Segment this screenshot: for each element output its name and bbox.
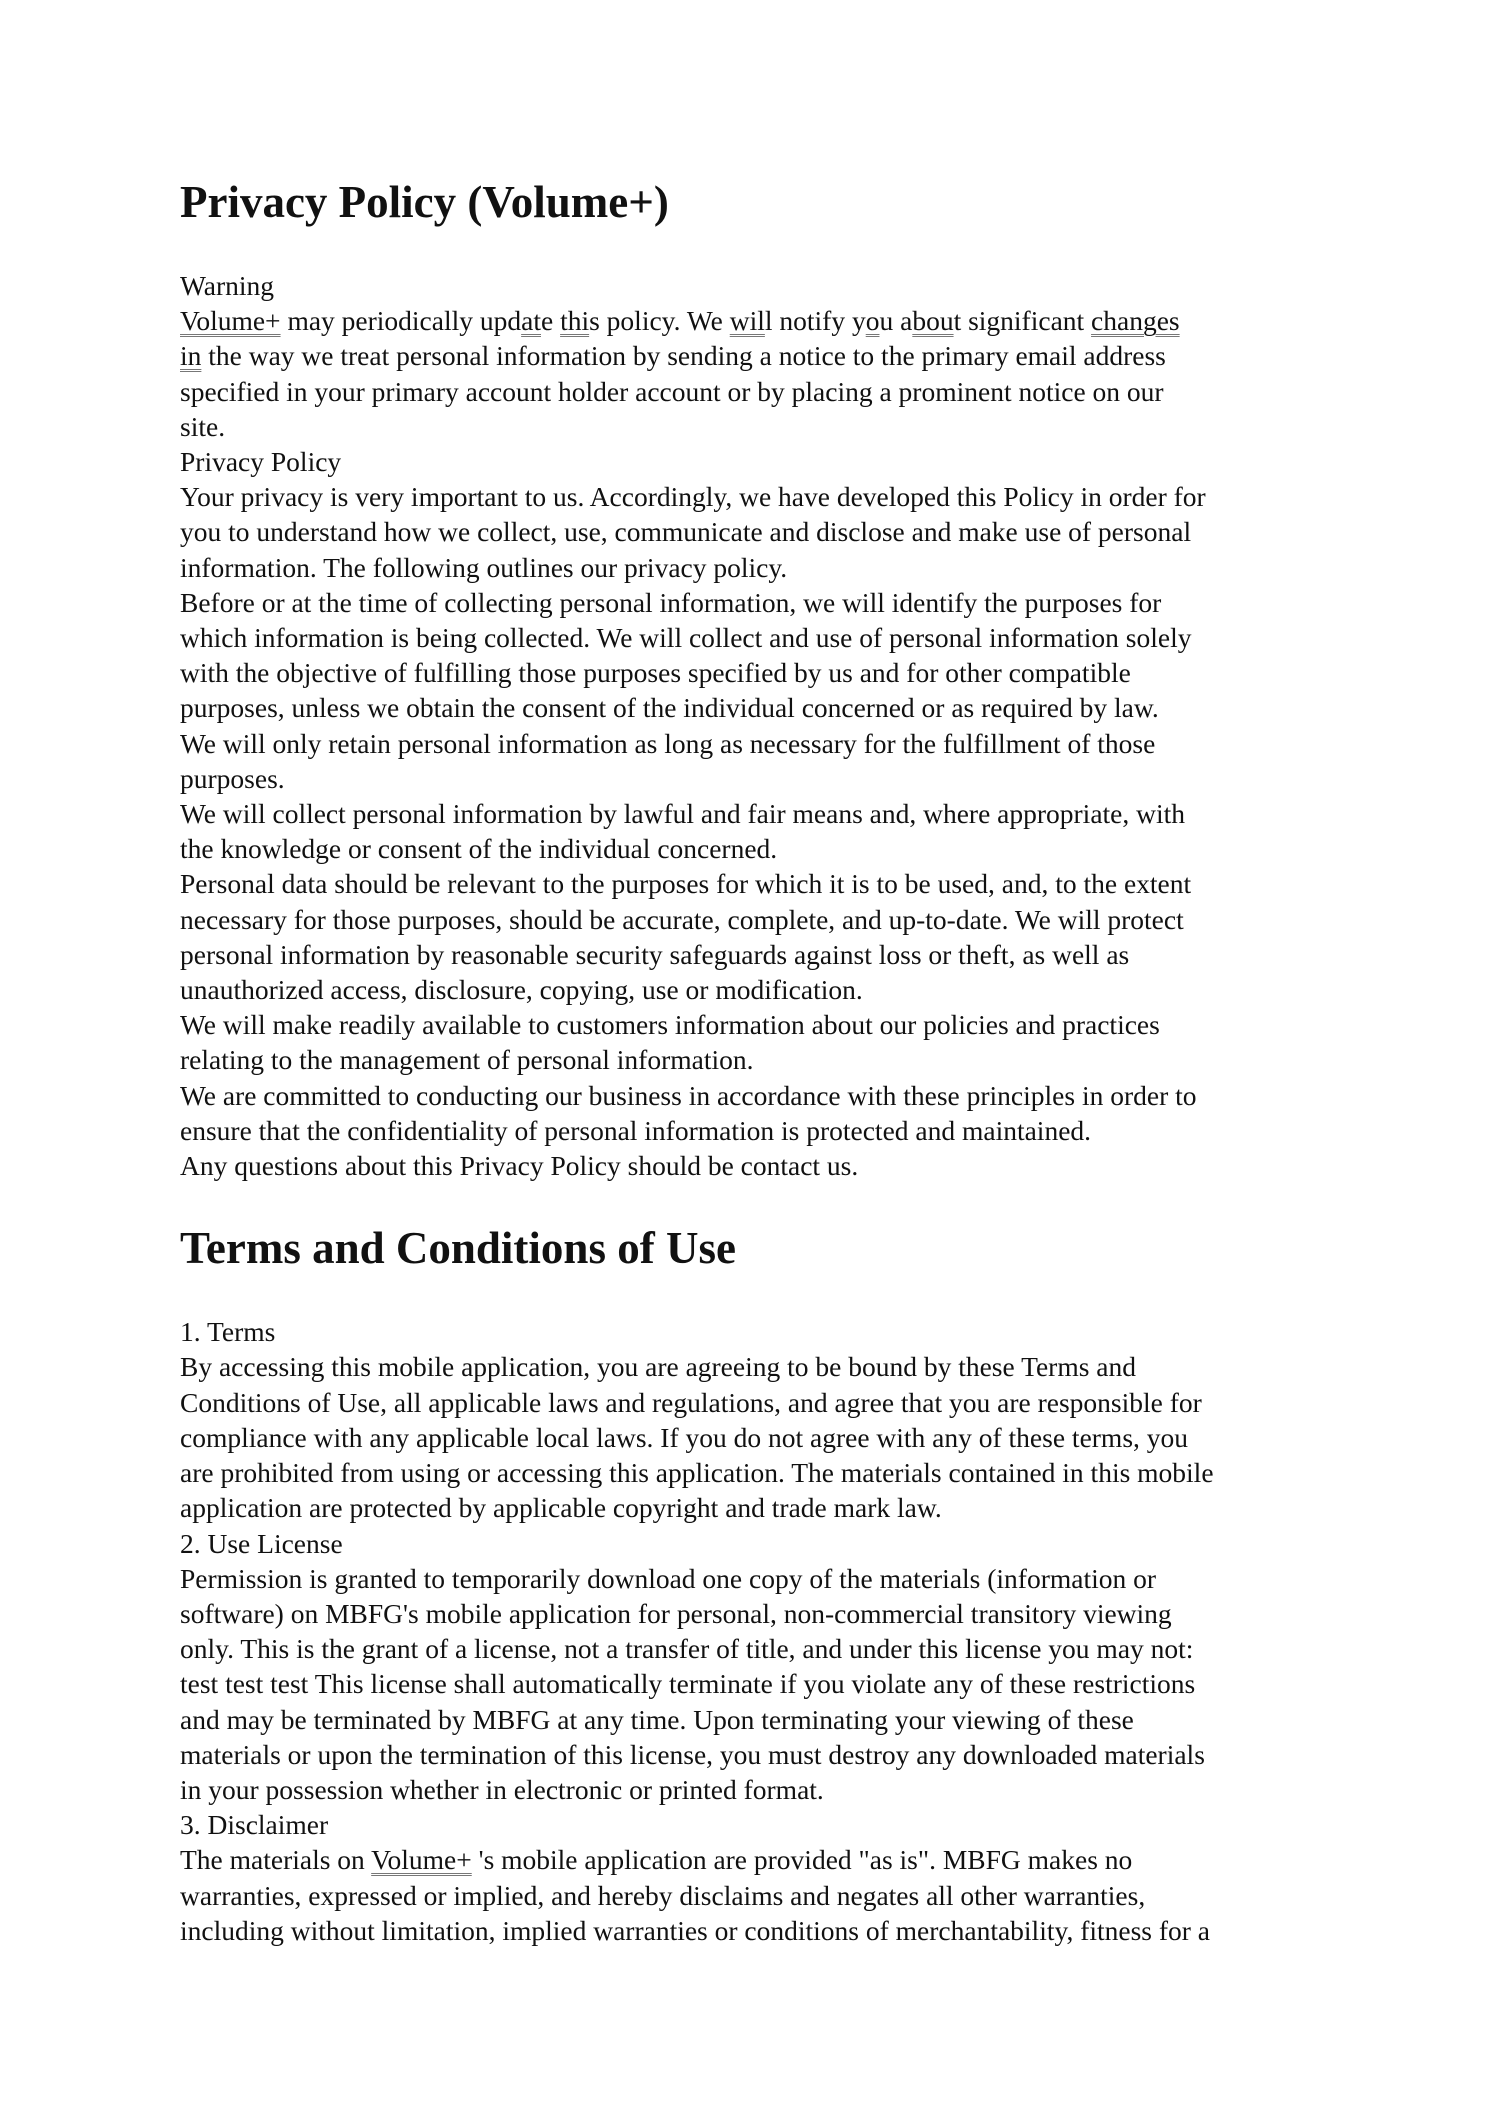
text-line: 2. Use License bbox=[180, 1527, 343, 1559]
disclaimer-line: including without limitation, implied warranties or conditions of merchantability, fitness for a bbox=[180, 1914, 1211, 1946]
text-line: application are protected by applicable copyright and trade mark law. bbox=[180, 1492, 942, 1524]
text-line: purposes. bbox=[180, 762, 285, 794]
text-line: We will make readily available to customers information about our policies and practices bbox=[180, 1009, 1160, 1041]
misspelled-word: Volume+ bbox=[180, 305, 281, 337]
text-line: We are committed to conducting our business in accordance with these principles in order to bbox=[180, 1079, 1197, 1111]
text-line: materials or upon the termination of this license, you must destroy any downloaded materials bbox=[180, 1738, 1205, 1770]
warning-label: Warning bbox=[180, 270, 275, 301]
text-line: and may be terminated by MBFG at any time. Upon terminating your viewing of these bbox=[180, 1703, 1134, 1735]
text-segment: e bbox=[540, 305, 561, 337]
text-line: software) on MBFG's mobile application for personal, non-commercial transitory viewing bbox=[180, 1597, 1172, 1629]
disclaimer-line: warranties, expressed or implied, and hereby disclaims and negates all other warranties, bbox=[180, 1879, 1146, 1911]
text-line: personal information by reasonable security safeguards against loss or theft, as well as bbox=[180, 938, 1130, 970]
text-line: We will only retain personal information as long as necessary for the fulfillment of those bbox=[180, 727, 1156, 759]
text-line: Conditions of Use, all applicable laws and regulations, and agree that you are responsible for bbox=[180, 1386, 1202, 1418]
warning-line bbox=[180, 303, 1350, 338]
text-line: compliance with any applicable local laws. If you do not agree with any of these terms, you bbox=[180, 1421, 1189, 1453]
warning-line: in the way we treat personal information by sending a notice to the primary email address bbox=[180, 340, 1166, 372]
text-segment: u a bbox=[879, 305, 913, 337]
misspelled-word: thi bbox=[560, 305, 590, 337]
text-line: with the objective of fulfilling those purposes specified by us and for other compatible bbox=[180, 657, 1131, 689]
document-page bbox=[180, 172, 1350, 1948]
misspelled-word: in bbox=[180, 340, 202, 372]
misspelled-word: changes bbox=[1091, 305, 1180, 337]
misspelled-word: bou bbox=[912, 305, 954, 337]
text-line: Permission is granted to temporarily download one copy of the materials (information or bbox=[180, 1562, 1157, 1594]
privacy-policy-title: Privacy Policy (Volume+) bbox=[180, 177, 669, 227]
text-line: Before or at the time of collecting personal information, we will identify the purposes for bbox=[180, 586, 1162, 618]
misspelled-word: o bbox=[865, 305, 880, 337]
privacy-body bbox=[180, 444, 1350, 1183]
text-line: test test test This license shall automatically terminate if you violate any of these restrictions bbox=[180, 1668, 1196, 1700]
text-line: the knowledge or consent of the individual concerned. bbox=[180, 833, 778, 865]
text-segment: may periodically upd bbox=[280, 305, 522, 337]
text-segment: t significant bbox=[953, 305, 1092, 337]
text-segment: l notify y bbox=[764, 305, 866, 337]
text-line: unauthorized access, disclosure, copying, use or modification. bbox=[180, 974, 863, 1006]
terms-body bbox=[180, 1314, 1350, 1842]
text-line: We will collect personal information by lawful and fair means and, where appropriate, with bbox=[180, 798, 1186, 830]
text-line: in your possession whether in electronic or printed format. bbox=[180, 1773, 824, 1805]
app-name-link: Volume+ bbox=[371, 1844, 472, 1876]
warning-line: specified in your primary account holder account or by placing a prominent notice on our bbox=[180, 375, 1164, 407]
text-segment: s policy. We bbox=[589, 305, 730, 337]
text-line: 3. Disclaimer bbox=[180, 1809, 329, 1841]
text-line: relating to the management of personal information. bbox=[180, 1044, 754, 1076]
terms-title: Terms and Conditions of Use bbox=[180, 1223, 736, 1274]
text-line: are prohibited from using or accessing this application. The materials contained in this mobile bbox=[180, 1457, 1214, 1489]
misspelled-word: at bbox=[521, 305, 541, 337]
text-line: information. The following outlines our privacy policy. bbox=[180, 551, 788, 583]
warning-line: site. bbox=[180, 410, 226, 442]
text-line: By accessing this mobile application, you are agreeing to be bound by these Terms and bbox=[180, 1351, 1137, 1383]
text-line: ensure that the confidentiality of personal information is protected and maintained. bbox=[180, 1114, 1092, 1146]
text-line: Any questions about this Privacy Policy should be contact us. bbox=[180, 1150, 859, 1182]
text-line: Privacy Policy bbox=[180, 446, 342, 478]
text-line: only. This is the grant of a license, not a transfer of title, and under this license you may not: bbox=[180, 1633, 1194, 1665]
disclaimer-line: The materials on Volume+ 's mobile application are provided "as is". MBFG makes no bbox=[180, 1844, 1133, 1876]
text-line: necessary for those purposes, should be accurate, complete, and up-to-date. We will protect bbox=[180, 903, 1184, 935]
misspelled-word: wil bbox=[729, 305, 765, 337]
text-line: purposes, unless we obtain the consent of the individual concerned or as required by law. bbox=[180, 692, 1159, 724]
text-line: Your privacy is very important to us. Accordingly, we have developed this Policy in order for bbox=[180, 481, 1206, 513]
text-line: which information is being collected. We will collect and use of personal information solely bbox=[180, 622, 1192, 654]
text-line: 1. Terms bbox=[180, 1316, 276, 1348]
text-line: you to understand how we collect, use, communicate and disclose and make use of personal bbox=[180, 516, 1192, 548]
text-line: Personal data should be relevant to the purposes for which it is to be used, and, to the extent bbox=[180, 868, 1192, 900]
